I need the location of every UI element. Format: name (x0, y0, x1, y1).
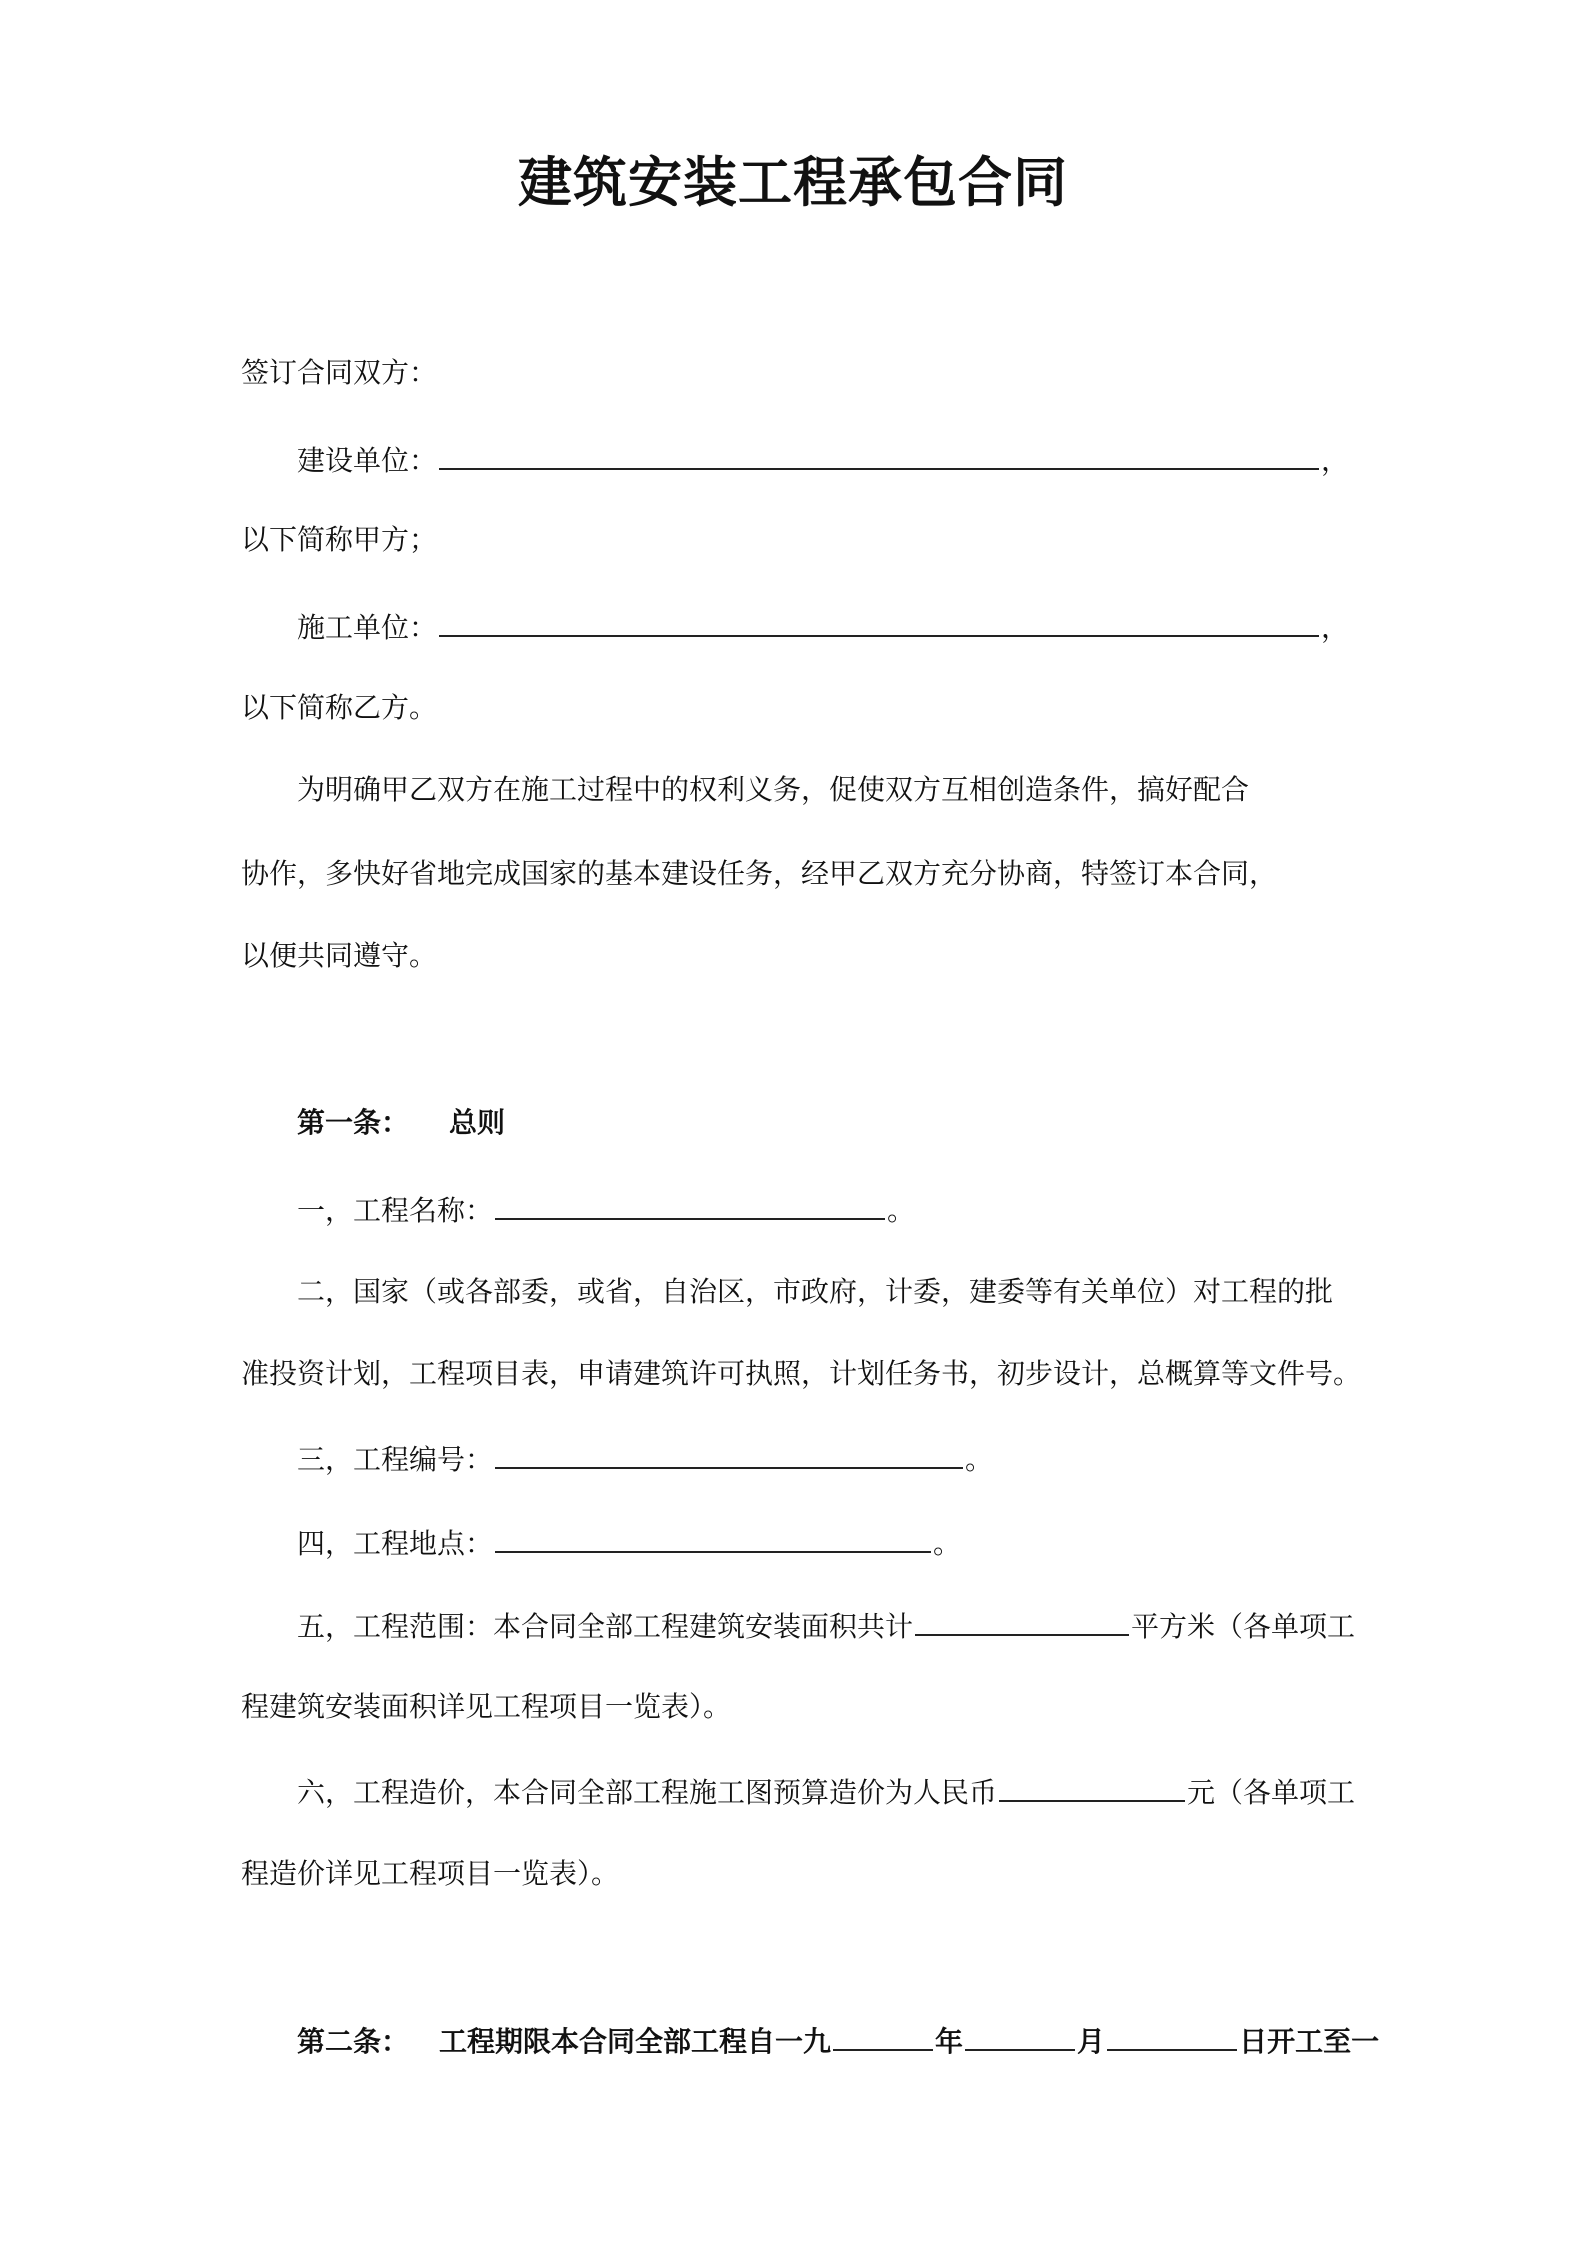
start-month-blank[interactable] (965, 2019, 1075, 2051)
project-location-blank[interactable] (495, 1521, 931, 1553)
item3-line (297, 1437, 993, 1480)
item4-end: 。 (933, 1527, 962, 1560)
start-day-blank[interactable] (1107, 2019, 1237, 2051)
cost-blank[interactable] (999, 1770, 1185, 1802)
parties-heading: 签订合同双方： (241, 356, 438, 389)
contractor-alias: 以下简称乙方。 (241, 691, 438, 724)
item5-line-2: 程建筑安装面积详见工程项目一览表）。 (241, 1690, 732, 1723)
item5-line-1 (297, 1604, 1355, 1647)
item6-start: 六，工程造价，本合同全部工程施工图预算造价为人民币 (297, 1776, 998, 1809)
purpose-line-3: 以便共同遵守。 (241, 939, 438, 972)
item5-end: 平方米（各单项工 (1131, 1610, 1356, 1643)
project-name-blank[interactable] (495, 1188, 885, 1220)
article2-text-start: 工程期限本合同全部工程自一九 (439, 2025, 832, 2058)
item1-end: 。 (887, 1194, 916, 1227)
contractor-blank[interactable] (439, 605, 1319, 637)
item4-label: 四，工程地点： (297, 1527, 494, 1560)
area-blank[interactable] (915, 1604, 1129, 1636)
item2-line-2: 准投资计划，工程项目表，申请建筑许可执照，计划任务书，初步设计，总概算等文件号。 (241, 1357, 1362, 1390)
builder-blank[interactable] (439, 438, 1319, 470)
article1-title: 总则 (449, 1106, 506, 1139)
article2-month: 月 (1077, 2025, 1106, 2058)
item1-label: 一，工程名称： (297, 1194, 494, 1227)
item2-line-1: 二，国家（或各部委，或省，自治区，市政府，计委，建委等有关单位）对工程的批 (297, 1275, 1334, 1308)
item6-line-2: 程造价详见工程项目一览表）。 (241, 1857, 620, 1890)
builder-alias: 以下简称甲方； (241, 523, 438, 556)
purpose-line-2: 协作，多快好省地完成国家的基本建设任务，经甲乙双方充分协商，特签订本合同， (241, 857, 1278, 890)
article1-number: 第一条： (297, 1106, 410, 1139)
item3-label: 三，工程编号： (297, 1443, 494, 1476)
article2-year: 年 (935, 2025, 964, 2058)
item5-start: 五，工程范围：本合同全部工程建筑安装面积共计 (297, 1610, 914, 1643)
project-number-blank[interactable] (495, 1437, 963, 1469)
contractor-label: 施工单位： (297, 611, 438, 644)
builder-label: 建设单位： (297, 444, 438, 477)
item3-end: 。 (965, 1443, 994, 1476)
item6-line-1 (297, 1770, 1355, 1813)
start-year-blank[interactable] (833, 2019, 933, 2051)
builder-line (297, 438, 1349, 481)
article2-number: 第二条： (297, 2025, 410, 2058)
article2-day-end: 日开工至一 (1239, 2025, 1380, 2058)
builder-end: ， (1321, 444, 1350, 477)
page-title: 建筑安装工程承包合同 (518, 151, 1068, 214)
purpose-line-1: 为明确甲乙双方在施工过程中的权利义务，促使双方互相创造条件，搞好配合 (297, 773, 1250, 806)
article1-heading (297, 1103, 505, 1143)
contractor-end: ， (1321, 611, 1350, 644)
item4-line (297, 1521, 961, 1564)
item6-end: 元（各单项工 (1187, 1776, 1356, 1809)
contractor-line (297, 605, 1349, 648)
article2-line (297, 2019, 1379, 2062)
item1-line (297, 1188, 915, 1231)
